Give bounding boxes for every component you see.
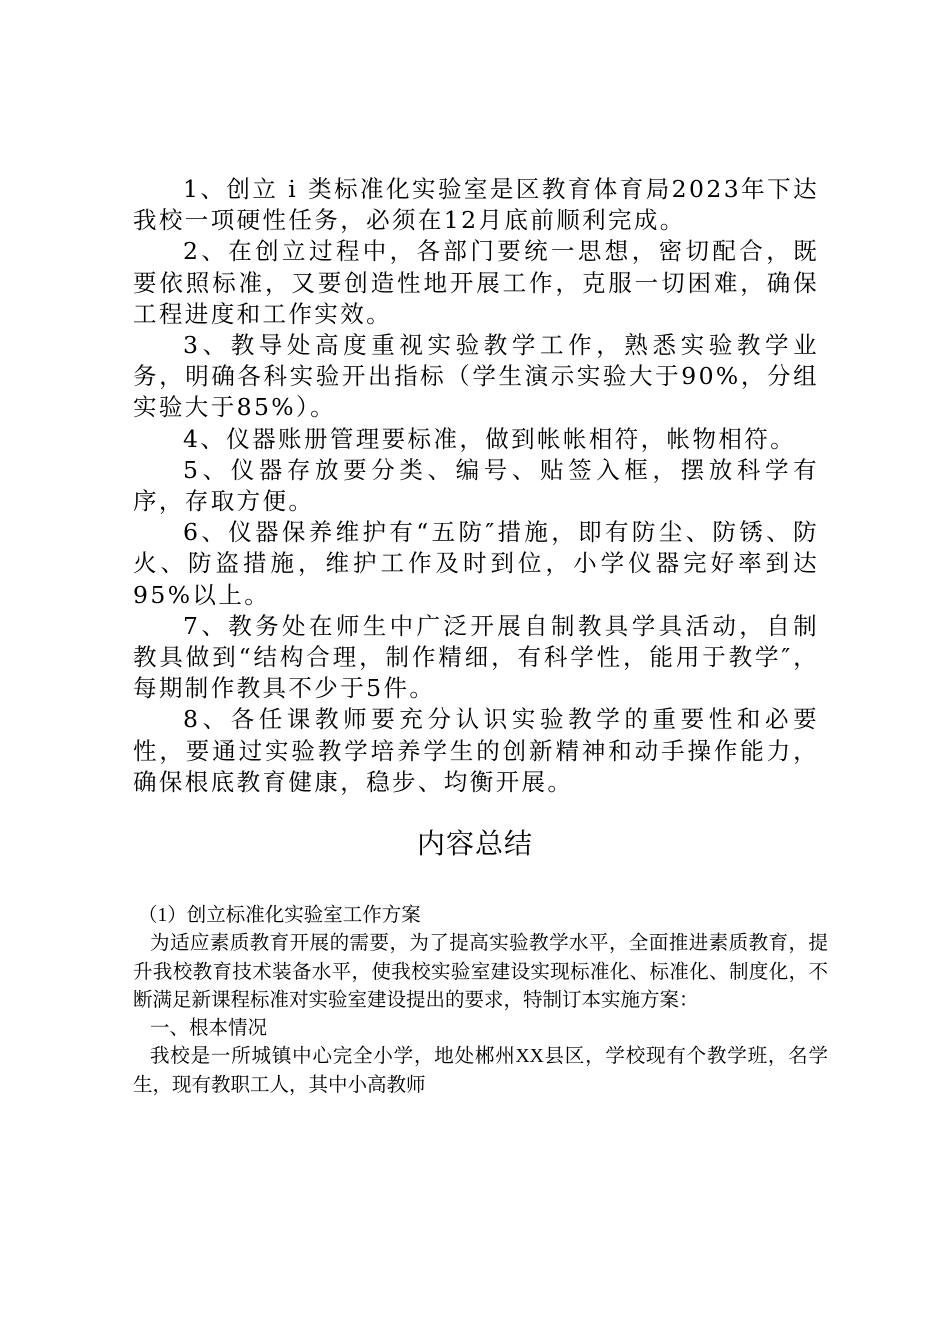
requirement-item-7: 7、教务处在师生中广泛开展自制教具学具活动，自制教具做到“结构合理，制作精细，有科学性，能用于教学″，每期制作教具不少于5件。 [133, 611, 819, 703]
summary-section [133, 902, 828, 1100]
requirement-item-1: 1、创立 i 类标准化实验室是区教育体育局2023年下达我校一项硬性任务，必须在12月底前顺利完成。 [133, 175, 819, 235]
requirement-item-2: 2、在创立过程中，各部门要统一思想，密切配合，既要依照标准，又要创造性地开展工作，克服一切困难，确保工程进度和工作实效。 [133, 237, 819, 328]
requirement-item-5: 5、仪器存放要分类、编号、贴签入框，摆放科学有序，存取方便。 [133, 455, 819, 516]
summary-title: 内容总结 [416, 827, 533, 860]
summary-heading: （1）创立标准化实验室工作方案 [138, 905, 421, 926]
requirements-list [133, 174, 819, 798]
summary-intro: 为适应素质教育开展的需要，为了提高实验教学水平，全面推进素质教育，提升我校教育技术装备水平，使我校实验室建设实现标准化、标准化、制度化，不断满足新课程标准对实验室建设提出的要求，特制订本实施方案： [133, 933, 828, 1011]
requirement-item-3: 3、教导处高度重视实验教学工作，熟悉实验教学业务，明确各科实验开出指标（学生演示实验大于90%，分组实验大于85%）。 [133, 331, 819, 422]
requirement-item-4: 4、仪器账册管理要标准，做到帐帐相符，帐物相符。 [183, 424, 797, 453]
summary-body: 我校是一所城镇中心完全小学，地处郴州XX县区，学校现有个教学班，名学生，现有教职工人，其中小高教师 [133, 1046, 828, 1096]
requirement-item-6: 6、仪器保养维护有“五防″措施，即有防尘、防锈、防火、防盗措施，维护工作及时到位，小学仪器完好率到达95%以上。 [133, 518, 819, 609]
requirement-item-8: 8、各任课教师要充分认识实验教学的重要性和必要性，要通过实验教学培养学生的创新精神和动手操作能力，确保根底教育健康，稳步、均衡开展。 [133, 705, 819, 796]
summary-section-heading: 一、根本情况 [150, 1018, 268, 1040]
